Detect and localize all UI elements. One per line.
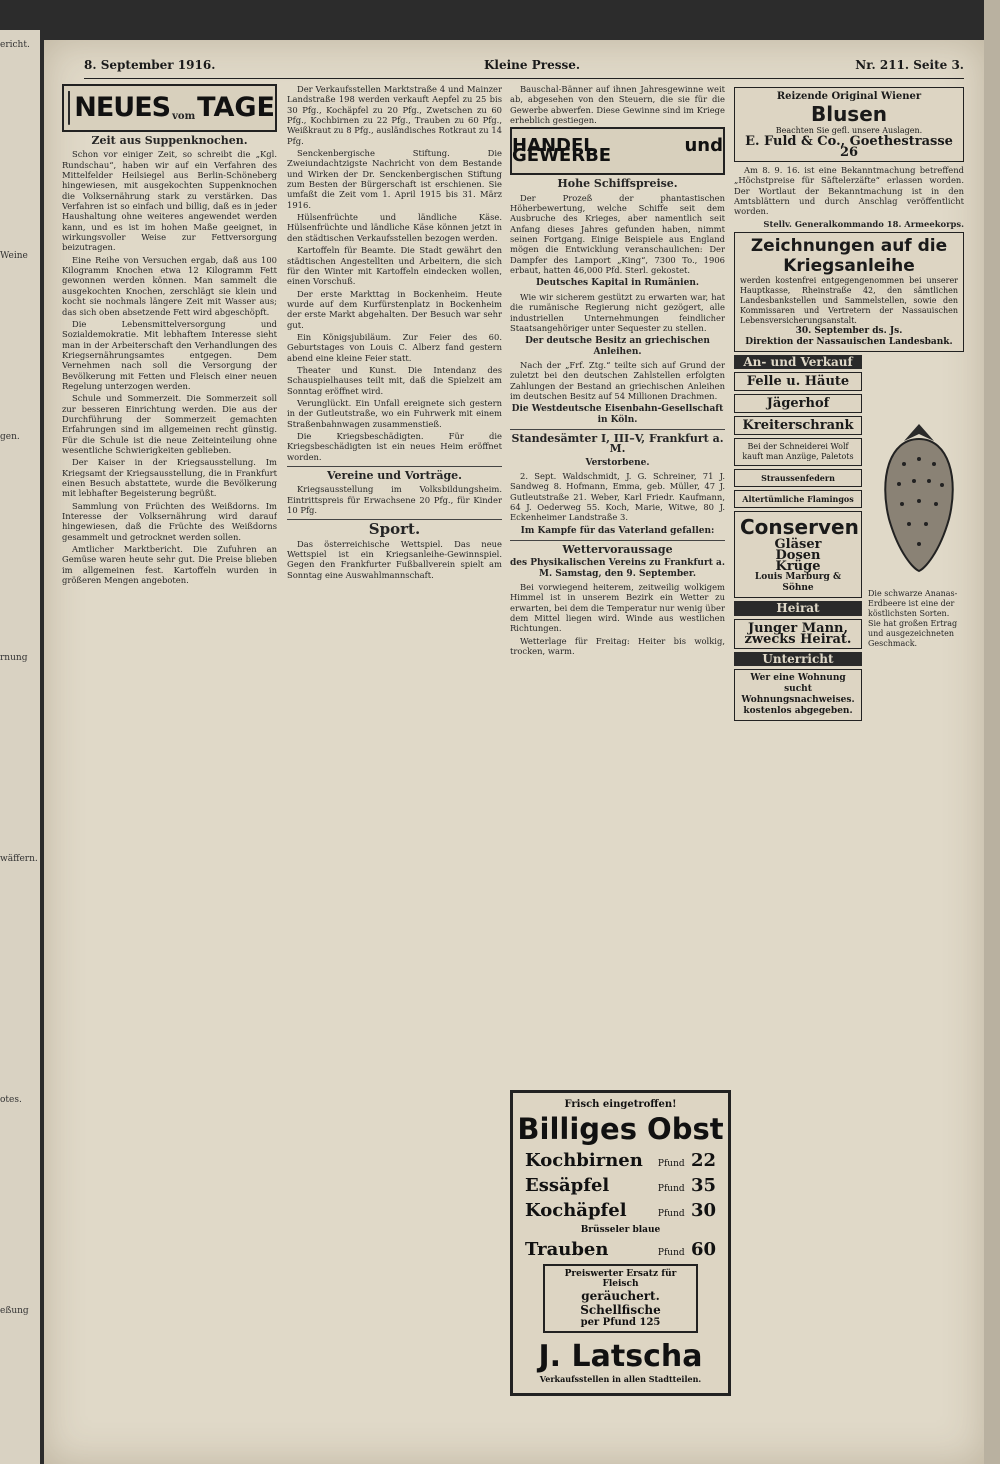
obst-item [513,1150,728,1171]
header-issue: Nr. 211. Seite 3. [855,58,964,72]
item-unit: Pfund [657,1184,685,1194]
fragment: eßung [0,1306,29,1316]
vereine-text: Kriegsausstellung im Volksbildungsheim. Eintrittspreis für Erwachsene 20 Pfg., für Kinder 10 Pfg. [287,484,502,516]
heirat-heading: Heirat [734,601,862,615]
blusen-title: Blusen [810,102,888,126]
subhead: Die Westdeutsche Eisenbahn-Gesellschaft in Köln. [511,404,724,425]
masthead-tage: TAGE [197,91,275,123]
latscha-company: J. Latscha [538,1339,703,1374]
ersatz-price: per Pfund 125 [580,1317,661,1328]
newspaper-page [44,40,984,1464]
anleihe-title: Zeichnungen auf die Kriegsanleihe [750,236,948,277]
anleihe-text: werden kostenfrei entgegengenommen bei unserer Hauptkasse, Rheinstraße 42, den sämtlichen Landesbankstellen und Sammelstellen, sowie den Kommissaren und Vertretern der Nassauischen Lebensversicherungsanstalt. [740,276,958,326]
fragment: otes. [0,1095,22,1105]
obst-title: Billiges Obst [517,1112,724,1146]
item-price: 35 [690,1175,716,1196]
article-paragraph: Hülsenfrüchte und ländliche Käse. Hülsenfrüchte und ländliche Käse können jetzt in den städtischen Verkaufsstellen bezogen werden. [287,212,502,243]
masthead-neues: NEUES [74,91,171,123]
conserven-firm: Louis Marburg & Söhne [754,572,842,594]
masthead-vom: vom [172,110,196,122]
blusen-top: Reizende Original Wiener [776,91,922,102]
glas-item: Dosen [775,548,821,564]
sport-text: Das österreichische Wettspiel. Das neue Wettspiel ist ein Kriegsanleihe-Gewinnspiel. Gegen den Frankfurter Fußballverein spielt am Sonntag eine Auswahlmannschaft. [287,538,502,580]
subhead: Deutsches Kapital in Rumänien. [536,278,699,289]
ankauf-heading: An- und Verkauf [734,355,862,369]
junger-label: Junger Mann, [747,620,849,636]
article-paragraph: Die Lebensmittelversorgung und Sozialdemokratie. Mit lebhaftem Interesse sieht man in der Arbeiterschaft den Verhandlungen des Kriegsernährungsamtes entgegen. Dem Vernehmen nach soll die Versorgung der Bevölkerung mit Fetten und Fleisch einer neuen Regelung unterzogen werden. [62,318,277,391]
column-1 [62,84,277,1454]
felle-label: Felle u. Häute [746,374,850,390]
article-paragraph: Der Verkaufsstellen Marktstraße 4 und Mainzer Landstraße 198 werden verkauft Aepfel zu 25 bis 30 Pfg., Kochäpfel zu 20 Pfg., Zwetschen zu 60 Pfg., Kochbirnen zu 22 Pfg., Trauben zu 60 Pfg., Weißkraut zu 8 Pfg., ausländisches Rotkraut zu 14 Pfg. [287,84,502,146]
article-paragraph: Sammlung von Früchten des Weißdorns. Im Interesse der Volksernährung wird darauf hingewiesen, daß die Früchte des Weißdorns gesammelt und getrocknet werden sollen. [62,500,277,542]
kleiderhaus-label: Kreiterschrank [742,418,854,434]
latscha-advertisement [510,1090,731,1396]
subhead: Hohe Schiffspreise. [557,177,678,191]
column-3 [510,84,725,1084]
fragment: wäffern. [0,854,38,864]
fragment: gen. [0,432,20,442]
obst-item [513,1200,728,1221]
column-4 [734,84,964,1454]
article-paragraph: Schon vor einiger Zeit, so schreibt die „Kgl. Rundschau“, haben wir auf ein Verfahren des Mittelfelder Heilsiegel aus Berlin-Schöneberg hingewiesen, mit ausgekochten Suppenknochen die Volksernährung stark zu verstärken. Das Verfahren ist so einfach und billig, daß es in jeder Haushaltung ohne weiteres angewendet werden kann, und es ist im hohen Maße geeignet, in wirkungsvoller Weise zur Fettversorgung beizutragen. [62,149,277,253]
article-paragraph: Amtlicher Marktbericht. Die Zufuhren an Gemüse waren heute sehr gut. Die Preise blieben im allgemeinen fest. Kartoffeln wurden in größeren Mengen angeboten. [62,544,277,586]
handel-title: HANDEL und GEWERBE [512,135,723,167]
column-2 [287,84,502,1454]
trauben-unit: Pfund [657,1248,685,1258]
wohnung-title: Wer eine Wohnung sucht [750,673,846,695]
adjacent-page-strip [0,30,40,1464]
verstorbene-label: Verstorbene. [585,457,650,468]
article-paragraph: Der erste Markttag in Bockenheim. Heute wurde auf dem Kurfürstenplatz in Bockenheim der erste Markt abgehalten. Der Besuch war sehr gut. [287,288,502,330]
page-header [84,58,964,79]
neues-vom-tage-masthead [62,84,277,132]
item-name: Essäpfel [525,1175,610,1196]
article-paragraph: Verunglückt. Ein Unfall ereignete sich gestern in der Gutleutstraße, wo ein Fuhrwerk mit einem Straßenbahnwagen zusammenstieß. [287,397,502,429]
subhead: Der deutsche Besitz an griechischen Anleihen. [525,336,710,357]
page-edge [984,0,1000,1464]
fallen-heading: Im Kampfe für das Vaterland gefallen: [520,525,715,536]
divider [287,466,502,467]
eagle-icon [68,91,70,125]
obst-top: Frisch eingetroffen! [564,1099,677,1110]
divider [510,429,725,430]
fragment: rnung [0,653,28,663]
article-paragraph: Der Prozeß der phantastischen Höherbewertung, welche Schiffe seit dem Ausbruche des Krieges, aber namentlich seit Anfang dieses Jahres gefunden haben, nimmt seinen Fortgang. Einige Beispiele aus England mögen die Entwicklung veranschaulichen: Der Dampfer des Lamport „King“, 7300 To., 1906 erbaut, hatten 46,000 Pfd. Sterl. gekostet. [510,192,725,276]
article-paragraph: Theater und Kunst. Die Intendanz des Schauspielhauses teilt mit, daß die Spielzeit am Sonntag eröffnet wird. [287,364,502,396]
trauben-row [513,1239,728,1260]
item-unit: Pfund [657,1159,685,1169]
header-paper-name: Kleine Presse. [484,58,581,72]
item-price: 30 [690,1200,716,1221]
zwecks-label: zwecks Heirat. [744,631,852,647]
fragment: ericht. [0,40,30,50]
anleihe-ad [734,232,964,352]
anleihe-sign: Direktion der Nassauischen Landesbank. [745,337,953,348]
conserven-title: Conserven [740,515,859,540]
article-paragraph: Bauschal-Bänner auf ihnen Jahresgewinne weit ab, abgesehen von den Steuern, die sie für die Gewerbe abwerfen. Diese Gewinne sind im Kriege erheblich gestiegen. [510,84,725,126]
standes-text: 2. Sept. Waldschmidt, J. G. Schreiner, 71 J. Sandweg 8. Hofmann, Emma, geb. Müller, 47 J. Gutleutstraße 21. Weber, Karl Friedr. Kaufmann, 64 J. Oederweg 55. Koch, Marie, Witwe, 80 J. Eckenheimer Landstraße 3. [510,470,725,523]
item-unit: Pfund [657,1209,685,1219]
conserven-ad [734,511,862,598]
ersatz-item: geräuchert. Schellfische [580,1289,661,1317]
flamingo-label: Altertümliche Flamingos [742,494,854,505]
left-ads [734,355,862,721]
trauben-name: Trauben [525,1239,609,1260]
blusen-ad [734,87,964,162]
bruss-label: Brüsseler blaue [580,1225,661,1235]
strauss-label: Straussenfedern [761,473,835,484]
standes-heading: Standesämter I, III–V, Frankfurt a. M. [511,431,724,456]
header-date: 8. September 1916. [84,58,216,72]
trauben-price: 60 [690,1239,716,1260]
handel-gewerbe-masthead [510,127,725,175]
blusen-sub: Beachten Sie gefl. unsere Auslagen. [775,126,923,135]
article-paragraph: Eine Reihe von Versuchen ergab, daß aus 100 Kilogramm Knochen etwa 12 Kilogramm Fett gewonnen werden können. Man sammelt die ausgekochten Knochen, zerschlägt sie klein und kocht sie nochmals längere Zeit mit Wasser aus; das sich oben absetzende Fett wird abgeschöpft. [62,254,277,317]
item-name: Kochäpfel [525,1200,627,1221]
kostenlos-label: kostenlos abgegeben. [743,706,853,717]
sport-heading: Sport. [368,520,421,539]
glas-item: Krüge [775,559,821,575]
divider [510,540,725,541]
article-headline: Zeit aus Suppenknochen. [91,134,248,147]
weather-text: Bei vorwiegend heiterem, zeitweilig wolkigem Himmel ist in unserem Bezirk ein Wetter zu erwarten, bei dem die Temperatur nur wenig über dem Mittel liegen wird. Winde aus westlichen Richtungen. [510,582,725,634]
item-price: 22 [690,1150,716,1171]
article-paragraph: Kartoffeln für Beamte. Die Stadt gewährt den städtischen Angestellten und Arbeitern, die sich für den Winter mit Kartoffeln eindecken wollen, einen Vorschuß. [287,245,502,287]
article-paragraph: Senckenbergische Stiftung. Die Zweiundachtzigste Nachricht von dem Bestande und Wirken der Dr. Senckenbergischen Stiftung zum Besten der Bürgerschaft ist erschienen. Sie umfaßt die Zeit vom 1. April 1915 bis 31. März 1916. [287,148,502,210]
glas-item: Gläser [774,537,822,553]
weather-note: Wetterlage für Freitag: Heiter bis wolkig, trocken, warm. [510,635,725,657]
strawberry-illustration [874,419,964,579]
fragment: Weine [0,251,28,261]
notice-sign: Stellv. Generalkommando 18. Armeekorps. [763,218,964,229]
item-name: Kochbirnen [525,1150,643,1171]
article-paragraph: Der Kaiser in der Kriegsausstellung. Im Kriegsamt der Kriegsausstellung, die in Frankfurt einen Besuch abstattete, wurde die Bevölkerung mit lebhafter Begeisterung begrüßt. [62,457,277,499]
ersatz-box [543,1264,698,1333]
schneider-label: Bei der Schneiderei Wolf kauft man Anzüge, Paletots [742,442,854,462]
blusen-firm: E. Fuld & Co., Goethestrasse 26 [745,134,953,160]
article-paragraph: Schule und Sommerzeit. Die Sommerzeit soll zur besseren Einrichtung werden. Die aus der Durchführung der Sommerzeit gemachten Erfahrungen sind im allgemeinen recht günstig. Für die Schule ist die neue Zeiteinteilung ohne wesentliche Schwierigkeiten geblieben. [62,393,277,455]
unterricht-heading: Unterricht [734,652,862,666]
article-paragraph: Die Kriegsbeschädigten. Für die Kriegsbeschädigten ist ein neues Heim eröffnet worden. [287,431,502,462]
latscha-footer: Verkaufsstellen in allen Stadtteilen. [539,1374,702,1384]
weather-sub: des Physikalischen Vereins zu Frankfurt a. M. Samstag, den 9. September. [510,558,725,579]
ersatz-title: Preiswerter Ersatz für Fleisch [564,1269,677,1289]
erdbeere-text: Die schwarze Ananas-Erdbeere ist eine der köstlichsten Sorten. Sie hat großen Ertrag und ausgezeichneten Geschmack. [868,589,958,648]
wohnung-ad [734,669,862,721]
jaegerhof-label: Jägerhof [766,396,830,412]
anleihe-date: 30. September ds. Js. [795,326,903,337]
wohnung-sub: Wohnungsnachweises. [741,695,855,706]
article-paragraph: Nach der „Frf. Ztg.“ teilte sich auf Grund der zuletzt bei den deutschen Zahlstellen erfolgten Zahlungen der Bestand an griechischen Anleihen im deutschen Besitz auf 54 Millionen Drachmen. [510,359,725,401]
notice-text: Am 8. 9. 16. ist eine Bekanntmachung betreffend „Höchstpreise für Säftelerzäfte“ erlassen worden. Der Wortlaut der Bekanntmachung ist in den Amtsblättern und durch Anschlag veröffentlicht worden. [734,165,964,217]
weather-heading: Wettervoraussage [562,543,673,557]
vereine-heading: Vereine und Vorträge. [326,469,463,483]
article-paragraph: Wie wir sicherem gestützt zu erwarten war, hat die rumänische Regierung nicht gezögert, alle industriellen Unternehmungen feindlicher Staatsangehöriger unter Sequester zu stellen. [510,291,725,333]
obst-item [513,1175,728,1196]
article-paragraph: Ein Königsjubiläum. Zur Feier des 60. Geburtstages von Louis C. Alberz fand gestern abend eine kleine Feier statt. [287,331,502,363]
